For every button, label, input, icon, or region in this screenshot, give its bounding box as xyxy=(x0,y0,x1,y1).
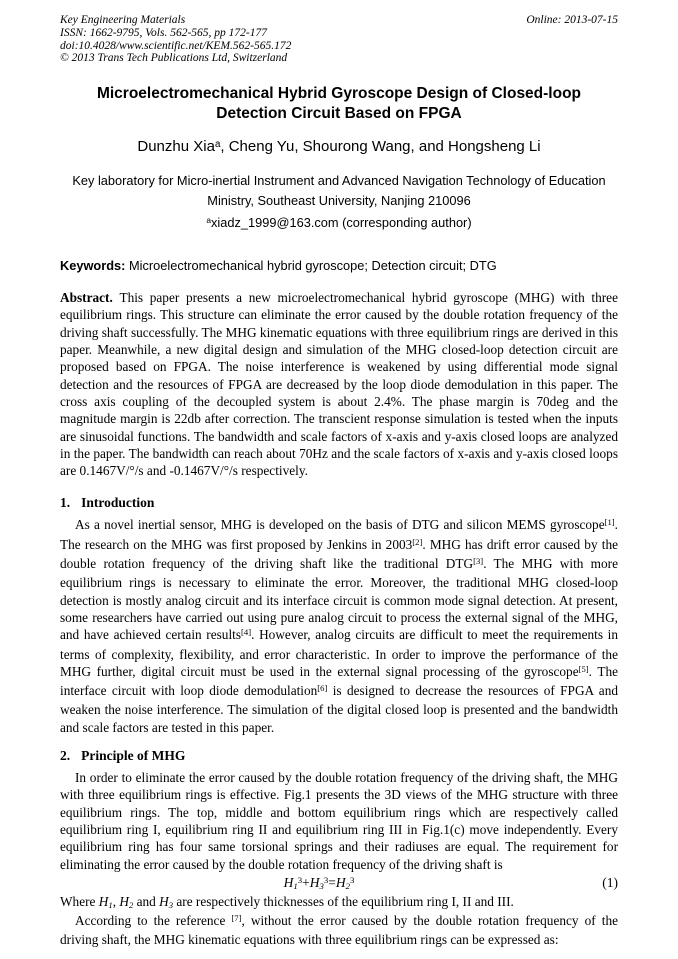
equation-number: (1) xyxy=(602,874,618,890)
email-line: $^a$xiadz_1999@163.com (corresponding author) xyxy=(206,215,472,231)
paper-title: Microelectromechanical Hybrid Gyroscope Design of Closed-loop Detection Circuit Based on FPGA xyxy=(96,85,582,123)
section-1-number: 1. xyxy=(60,495,71,511)
introduction-paragraph: As a novel inertial sensor, MHG is developed on the basis of DTG and silicon MEMS gyroscope[1]. The research on the MHG was first proposed by Jenkins in 2003[2]. MHG has drift error caused by the double rotation frequency of the driving shaft like the traditional DTG[3]. The MHG with more equilibrium rings is necessary to eliminate the error. Moreover, the traditional MHG closed-loop detection is mostly analog circuit and its interface circuit is common mode signal detection. At present, some researchers have carried out using pure analog circuit to process the external signal of the MHG, and have achieved certain results[4]. However, analog circuits are difficult to meet the requirements in terms of complexity, flexibility, and error characteristic. In order to improve the performance of the MHG further, digital circuit must be used in the external signal processing of the gyroscope[5]. The interface circuit with loop diode demodulation[6] is designed to decrease the resources of FPGA and weaken the noise interference. The simulation of the digital closed loop is presented and the bandwidth and scale factors are tested in this paper. xyxy=(60,517,619,735)
equation-where-line: Where H1, H2 and H3 are respectively thicknesses of the equilibrium ring I, II and III. xyxy=(60,893,514,910)
journal-header xyxy=(60,14,618,65)
equation-1 xyxy=(60,874,618,893)
doi-line: doi:10.4028/www.scientific.net/KEM.562-565.172 xyxy=(60,39,292,52)
section-1-heading xyxy=(60,494,618,511)
closing-paragraph: According to the reference [7], without the error caused by the double rotation frequency of the driving shaft, the MHG kinematic equations with three equilibrium rings can be expressed as: xyxy=(60,912,618,948)
affiliation: Key laboratory for Micro-inertial Instrument and Advanced Navigation Technology of Education Ministry, Southeast University, Nanjing 210096 xyxy=(72,173,606,209)
abstract-paragraph: Abstract. This paper presents a new microelectromechanical hybrid gyroscope (MHG) with three equilibrium rings. This structure can eliminate the error caused by the double rotation frequency of the driving shaft successfully. The MHG kinematic equations with three equilibrium rings are derived in this paper. Meanwhile, a new digital design and simulation of the MHG closed-loop detection circuit are proposed based on FPGA. The noise interference is weakened by using differential mode signal detection and the resources of FPGA are decreased by the loop diode demodulation in this paper. The cross axis coupling of the decoupled system is about 2.4%. The phase margin is 70deg and the magnitude margin is 22db after correction. The transcient response simulation is tested when the inputs are sinusoidal functions. The bandwidth and scale factors of x-axis and y-axis closed loops are analyzed in the paper. The bandwidth can reach about 70Hz and the scale factors of x-axis and y-axis closed loops are 0.1467V/°/s and -0.1467V/°/s respectively. xyxy=(60,290,618,479)
principle-paragraph: In order to eliminate the error caused by the double rotation frequency of the driving shaft, the MHG with three equilibrium rings is effective. Fig.1 presents the 3D views of the MHG structure with three equilibrium rings. The top, middle and bottom equilibrium rings which are respectively called equilibrium ring I, equilibrium ring II and equilibrium ring III in Fig.1(c) move independently. Every equilibrium ring has four same torsional springs and their radiuses are equal. The requirement for eliminating the error caused by the double rotation frequency of the driving shaft is xyxy=(60,770,618,872)
keywords-line: Keywords: Microelectromechanical hybrid gyroscope; Detection circuit; DTG xyxy=(60,258,497,274)
section-1-title: Introduction xyxy=(81,495,155,511)
equation-formula: $H1^3+H3^3=H2^3$ xyxy=(283,874,355,891)
authors-line: Dunzhu Xia$^a$, Cheng Yu, Shourong Wang, and Hongsheng Li xyxy=(137,138,541,156)
copyright-line: © 2013 Trans Tech Publications Ltd, Switzerland xyxy=(60,52,288,65)
issn-line: ISSN: 1662-9795, Vols. 562-565, pp 172-177 xyxy=(60,26,267,39)
journal-header-left xyxy=(60,14,291,65)
section-2-number: 2. xyxy=(60,748,71,764)
section-2-title: Principle of MHG xyxy=(81,748,186,764)
journal-name: Key Engineering Materials xyxy=(60,14,186,26)
section-2-heading xyxy=(60,747,618,764)
online-date: Online: 2013-07-15 xyxy=(526,14,618,26)
